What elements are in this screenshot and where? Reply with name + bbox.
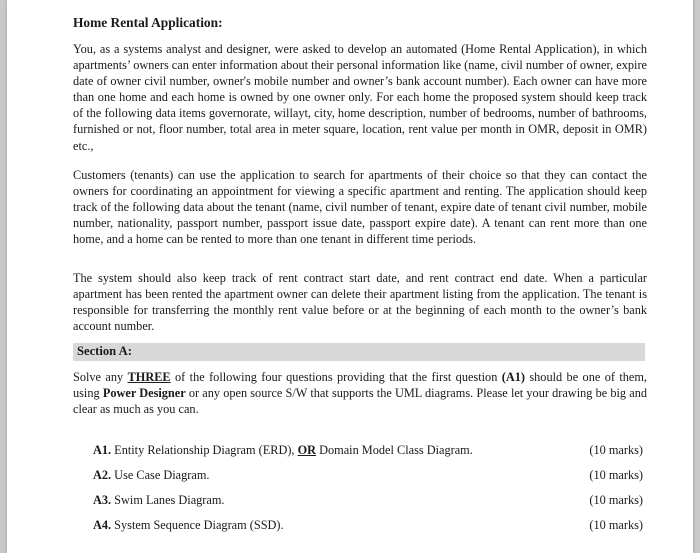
- section-a-header: [73, 343, 645, 361]
- question-a3-marks: (10 marks): [589, 493, 643, 507]
- paragraph-owners: You, as a systems analyst and designer, were asked to develop an automated (Home Rental Application), in which apartments’ owners can enter information about their personal information like (name, civil number of owner, expire date of owner civil number, owner's mobile number and owner’s bank account number). Each owner can have more than one home and each home is owned by one owner only. For each home the proposed system should keep track of the following data items governorate, willayt, city, home description, number of bedrooms, number of bathrooms, furnished or not, floor number, total area in meter square, location, rent value per month in OMR, deposit in OMR) etc.,: [73, 42, 647, 153]
- paragraph-contract: The system should also keep track of rent contract start date, and rent contract end date. When a particular apartment has been rented the apartment owner can delete their apartment listing from the application. The tenant is responsible for transferring the monthly rent value before or at the beginning of each month to the owner’s bank account number.: [73, 271, 647, 334]
- question-a2: A2. Use Case Diagram. (10 marks): [93, 468, 643, 482]
- section-a-instructions: Solve any THREE of the following four questions providing that the first question (A1) should be one of them, using Power Designer or any open source S/W that supports the UML diagrams. Please let your drawing be big and clear as much as you can.: [73, 370, 647, 417]
- question-a4-marks: (10 marks): [589, 518, 643, 532]
- question-a3: A3. Swim Lanes Diagram. (10 marks): [93, 493, 643, 507]
- question-a2-marks: (10 marks): [589, 468, 643, 482]
- question-a1: A1. Entity Relationship Diagram (ERD), OR Domain Model Class Diagram. (10 marks): [93, 443, 643, 457]
- question-a4: A4. System Sequence Diagram (SSD). (10 marks): [93, 518, 643, 532]
- section-a-label: Section A:: [77, 344, 132, 358]
- document-title: Home Rental Application:: [73, 15, 223, 30]
- question-a1-marks: (10 marks): [589, 443, 643, 457]
- paragraph-tenants: Customers (tenants) can use the application to search for apartments of their choice so that they can contact the owners for coordinating an appointment for viewing a specific apartment and renting. The application should keep track of the following data about the tenant (name, civil number of tenant, expire date of tenant civil number, mobile number, nationality, passport number, passport issue date, passport expire date). A tenant can rent more than one home, and a home can be rented to more than one tenant in different time periods.: [73, 168, 647, 247]
